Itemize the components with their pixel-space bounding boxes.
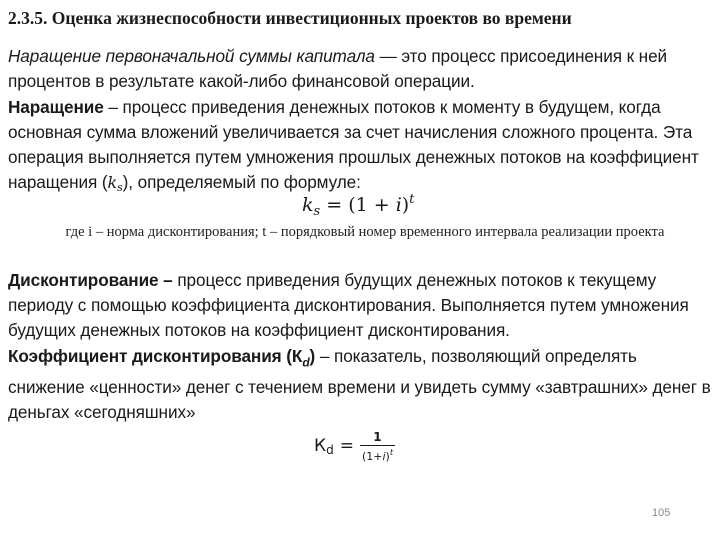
formula-lhs-subscript: d bbox=[326, 442, 334, 457]
paragraph-lead: Наращение первоначальной суммы капитала bbox=[8, 46, 375, 66]
denominator-exponent: t bbox=[389, 447, 393, 457]
paragraph-text-tail: ), определяемый по формуле: bbox=[122, 172, 361, 192]
formula-lhs-subscript: s bbox=[313, 204, 321, 219]
paragraph-text: процесс приведения будущих денежных потоков к текущему периоду с помощью коэффициента дисконтирования. Выполняется путем умножения будущих денежных потоков на коэффициент дисконтирования. bbox=[8, 270, 689, 340]
term-symbol-close: ) bbox=[309, 346, 316, 366]
formula-fraction bbox=[360, 430, 395, 463]
formula-note: где i – норма дисконтирования; t – порядковый номер временного интервала реализации проекта bbox=[65, 224, 665, 240]
term-discounting: Дисконтирование – bbox=[8, 270, 173, 290]
formula-exponent: t bbox=[409, 192, 415, 207]
variable-subscript: s bbox=[117, 181, 123, 194]
denominator-close: ) bbox=[385, 449, 390, 463]
section-title: 2.3.5. Оценка жизнеспособности инвестиционных проектов во времени bbox=[8, 8, 572, 28]
formula-rhs-i: i bbox=[395, 194, 402, 216]
fraction-denominator bbox=[360, 446, 395, 463]
term-symbol-subscript: d bbox=[302, 355, 310, 370]
denominator-i: i bbox=[382, 449, 386, 463]
term-text: Коэффициент дисконтирования bbox=[8, 346, 282, 366]
variable-letter: k bbox=[107, 173, 118, 192]
paragraph-text: – процесс приведения денежных потоков к моменту в будущем, когда основная сумма вложений увеличивается за счет начисления сложного процента. Эта операция выполняется путем умножения прошлых денежных потоков на коэффициент наращения ( bbox=[8, 97, 699, 192]
discount-formula bbox=[314, 424, 395, 468]
denominator-open: (1+ bbox=[361, 449, 383, 463]
term-discount-factor bbox=[8, 346, 316, 370]
formula-lhs-letter: К bbox=[314, 435, 327, 456]
paragraph-discount-factor bbox=[8, 344, 712, 425]
formula-equals: = bbox=[339, 436, 354, 456]
formula-equals: = bbox=[320, 194, 349, 216]
paragraph-discounting bbox=[8, 268, 712, 343]
formula-rhs-open: (1 + bbox=[348, 194, 396, 216]
fraction-numerator: 1 bbox=[373, 429, 382, 444]
term-symbol-open: (К bbox=[281, 346, 303, 366]
formula-lhs bbox=[314, 436, 334, 457]
paragraph-accrual bbox=[8, 95, 712, 200]
page-number: 105 bbox=[652, 507, 671, 519]
term-accrual: Наращение bbox=[8, 97, 104, 117]
paragraph-text: — это процесс присоединения к ней процентов в результате какой-либо финансовой операции. bbox=[8, 46, 668, 91]
variable-ks bbox=[107, 173, 122, 192]
paragraph-capital-growth bbox=[8, 44, 712, 94]
formula-lhs: k bbox=[302, 194, 314, 216]
formula-rhs-close: ) bbox=[401, 194, 410, 216]
accrual-formula bbox=[302, 192, 414, 219]
paragraph-text: – показатель, позволяющий определять снижение «ценности» денег с течением времени и увидеть сумму «завтрашних» денег в деньгах «сегодняшних» bbox=[8, 346, 711, 423]
